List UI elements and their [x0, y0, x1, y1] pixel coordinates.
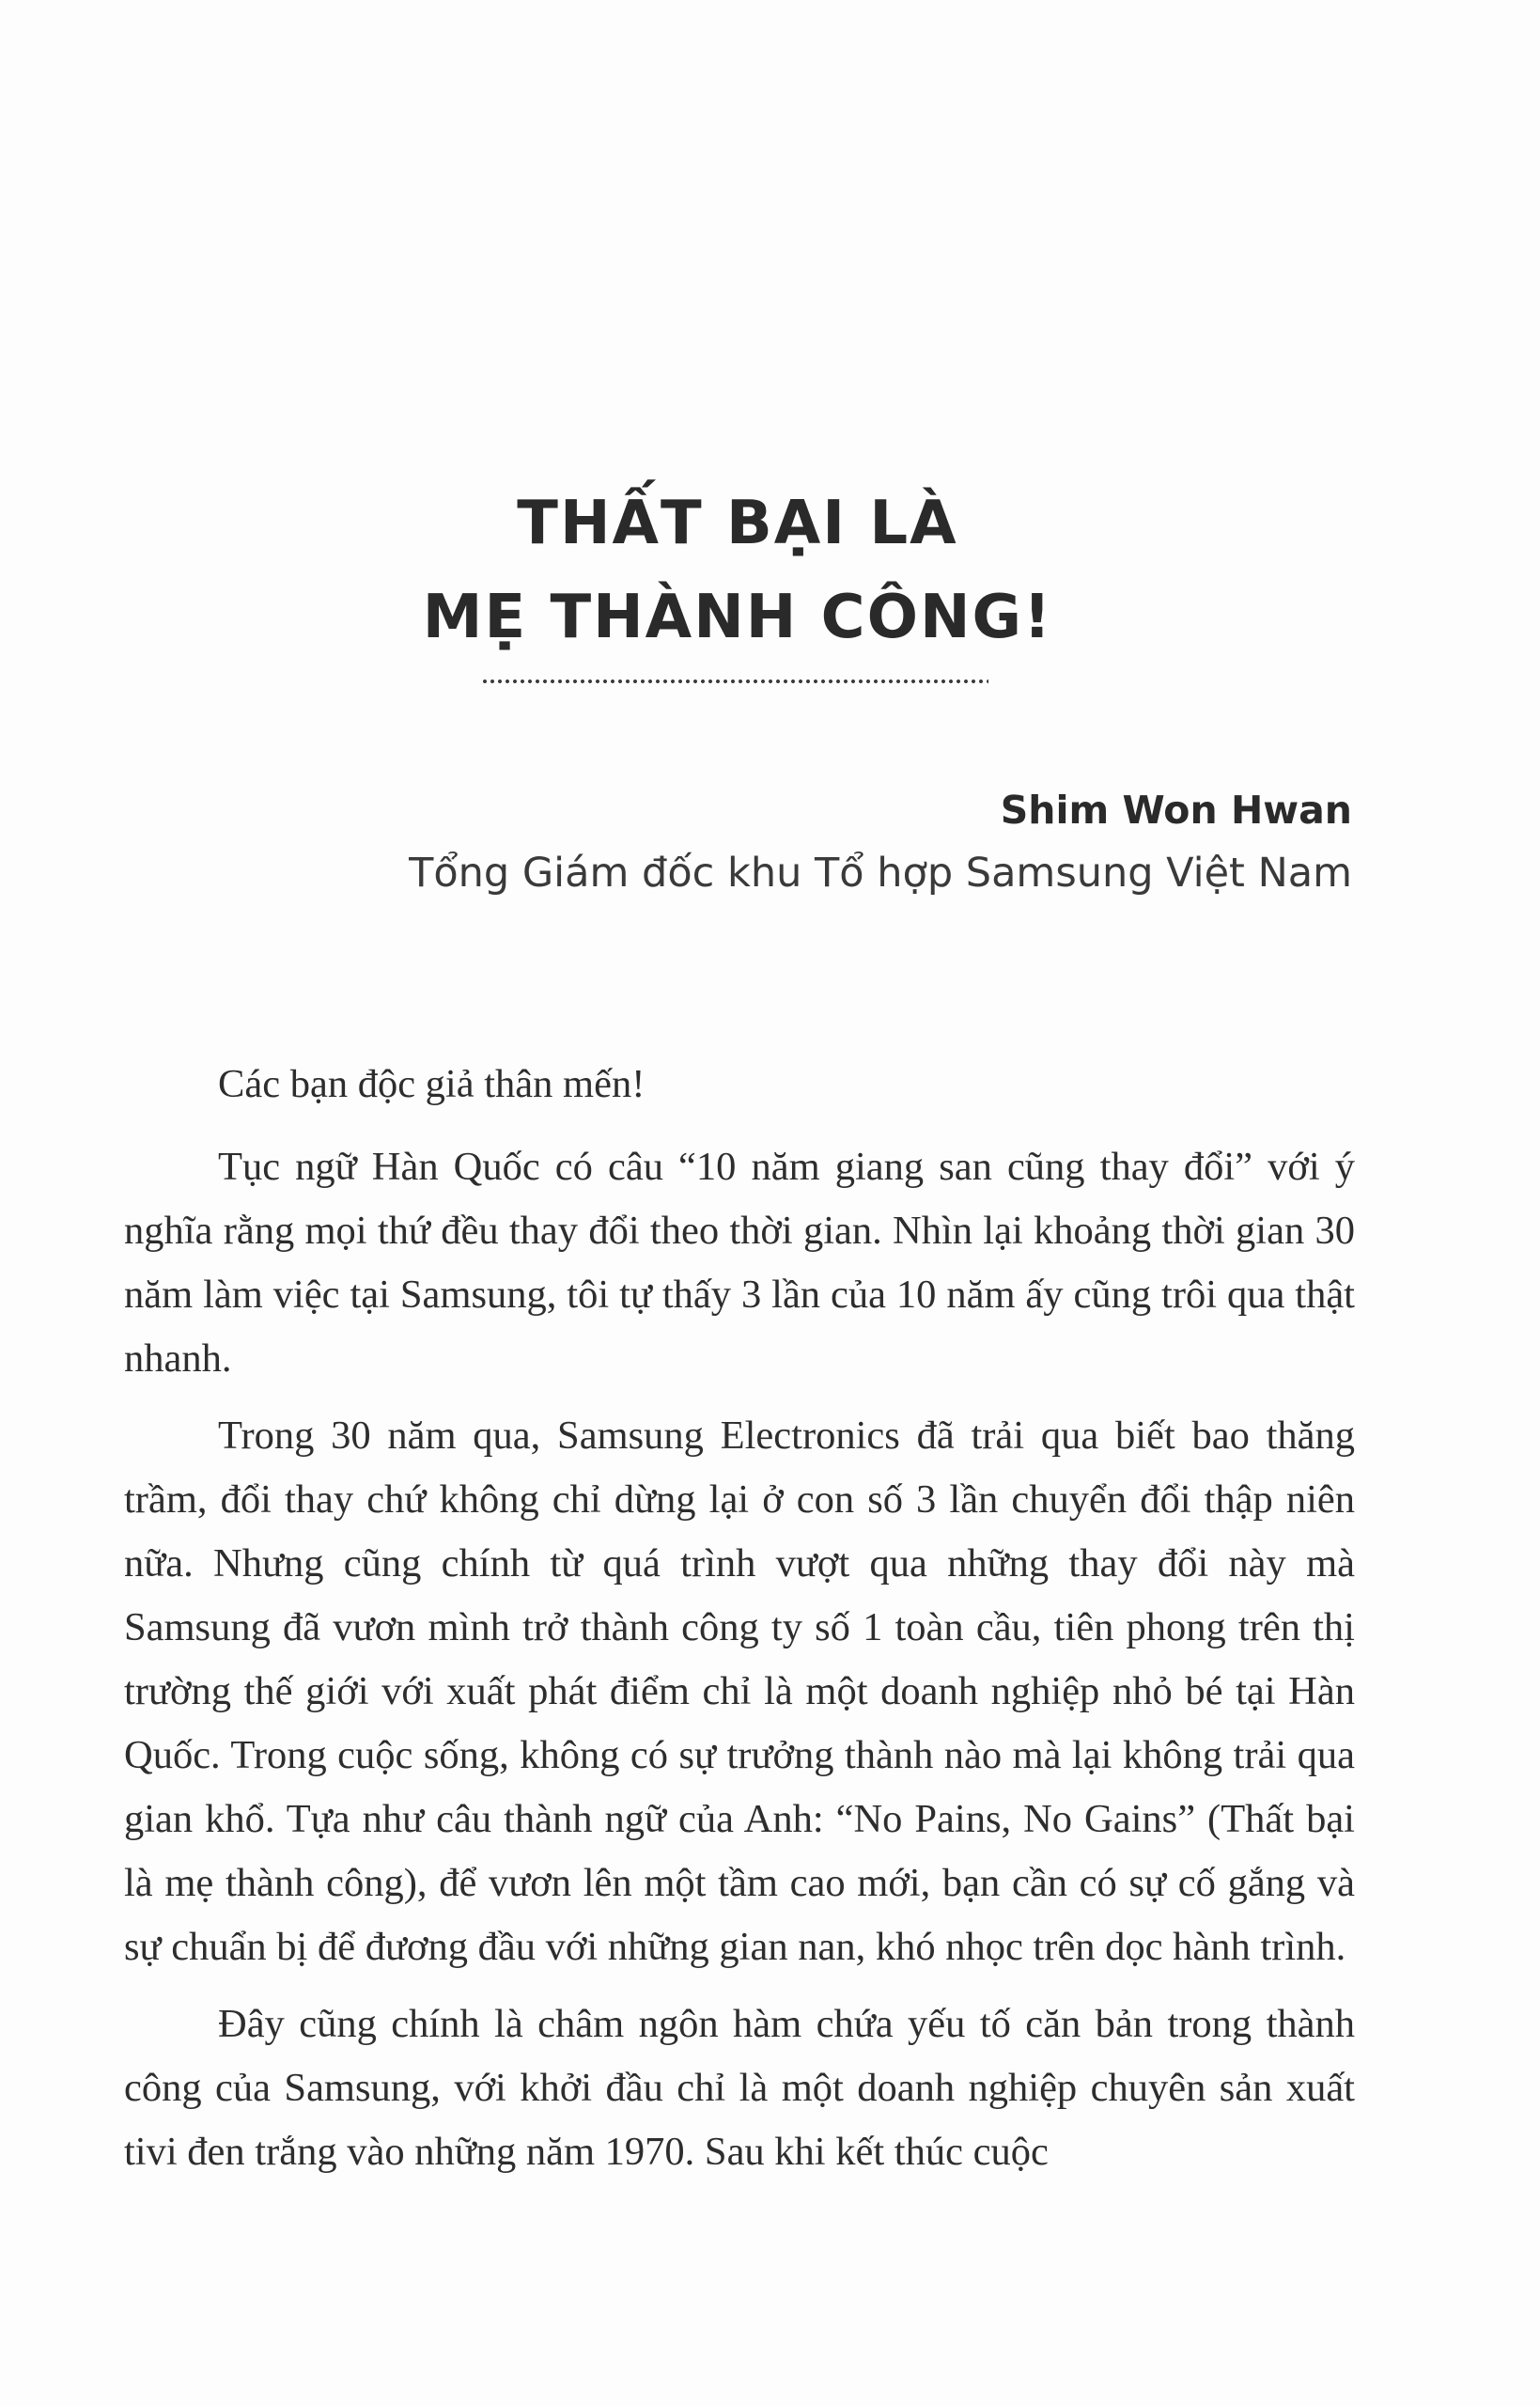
chapter-title-line-1: THẤT BẠI LÀ	[517, 489, 958, 558]
author-role: Tổng Giám đốc khu Tổ hợp Samsung Việt Nam	[409, 850, 1352, 897]
paragraph: Đây cũng chính là châm ngôn hàm chứa yếu tố căn bản trong thành công của Samsung, với khởi đầu chỉ là một doanh nghiệp chuyên sản xuất tivi đen trắng vào những năm 1970. Sau khi kết thúc cuộc	[124, 2002, 1355, 2174]
paragraph: Trong 30 năm qua, Samsung Electronics đã trải qua biết bao thăng trầm, đổi thay chứ không chỉ dừng lại ở con số 3 lần chuyển đổi thập niên nữa. Nhưng cũng chính từ quá trình vượt qua những thay đổi này mà Samsung đã vươn mình trở thành công ty số 1 toàn cầu, tiên phong trên thị trường thế giới với xuất phát điểm chỉ là một doanh nghiệp nhỏ bé tại Hàn Quốc. Trong cuộc sống, không có sự trưởng thành nào mà lại không trải qua gian khổ. Tựa như câu thành ngữ của Anh: “No Pains, No Gains” (Thất bại là mẹ thành công), để vươn lên một tầm cao mới, bạn cần có sự cố gắng và sự chuẩn bị để đương đầu với những gian nan, khó nhọc trên dọc hành trình.	[124, 1414, 1355, 1969]
author-name: Shim Won Hwan	[1000, 788, 1352, 833]
body-text	[124, 1053, 1355, 2192]
dotted-divider	[481, 679, 988, 684]
chapter-title-line-2: MẸ THÀNH CÔNG!	[422, 583, 1053, 652]
paragraph-greeting: Các bạn độc giả thân mến!	[218, 1062, 646, 1106]
paragraph: Tục ngữ Hàn Quốc có câu “10 năm giang san cũng thay đổi” với ý nghĩa rằng mọi thứ đều thay đổi theo thời gian. Nhìn lại khoảng thời gian 30 năm làm việc tại Samsung, tôi tự thấy 3 lần của 10 năm ấy cũng trôi qua thật nhanh.	[124, 1145, 1355, 1381]
